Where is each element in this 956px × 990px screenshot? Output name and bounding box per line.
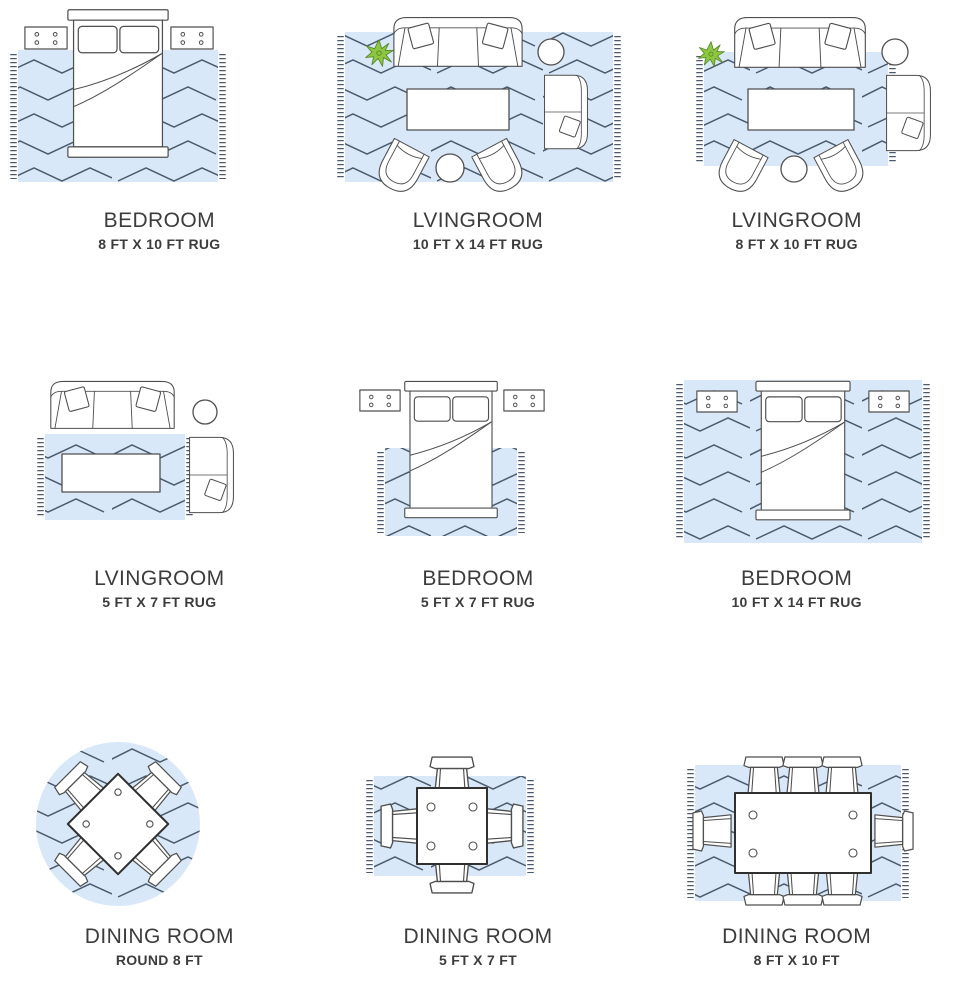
dining-chair bbox=[822, 757, 862, 795]
card-caption bbox=[722, 925, 871, 968]
bed bbox=[405, 382, 498, 518]
nightstand bbox=[697, 391, 737, 412]
nightstand bbox=[25, 27, 67, 49]
room-title: BEDROOM bbox=[422, 567, 534, 591]
dining-round-illustration bbox=[0, 718, 318, 913]
rug-size-label: 8 FT X 10 FT RUG bbox=[98, 236, 221, 253]
room-title: DINING ROOM bbox=[84, 925, 234, 949]
rug-card-bedroom-5x7 bbox=[319, 360, 638, 610]
rug-size-label: 8 FT X 10 FT bbox=[753, 952, 840, 969]
bedroom-10x14-illustration bbox=[638, 360, 956, 555]
livingroom-5x7-illustration bbox=[0, 360, 318, 555]
coffee-table bbox=[748, 89, 854, 130]
card-caption bbox=[413, 209, 543, 252]
room-title: DINING ROOM bbox=[722, 925, 872, 949]
rug-card-dining-5x7 bbox=[319, 718, 638, 968]
side-table bbox=[882, 39, 908, 65]
card-caption bbox=[421, 567, 535, 610]
dining-8x10-illustration bbox=[638, 718, 956, 913]
room-title: DINING ROOM bbox=[403, 925, 553, 949]
rug-size-label: 5 FT X 7 FT RUG bbox=[420, 594, 536, 611]
dining-table bbox=[735, 793, 871, 873]
rug-card-livingroom-5x7 bbox=[0, 360, 319, 610]
coffee-table bbox=[407, 89, 509, 130]
room-title: LVINGROOM bbox=[731, 209, 862, 232]
card-caption bbox=[94, 567, 224, 610]
nightstand bbox=[171, 27, 213, 49]
livingroom-10x14-illustration bbox=[319, 2, 637, 197]
card-caption bbox=[731, 209, 861, 252]
room-title: BEDROOM bbox=[103, 209, 215, 232]
livingroom-8x10-illustration bbox=[638, 2, 956, 197]
dining-chair bbox=[783, 757, 823, 795]
rug-size-label: 10 FT X 14 FT RUG bbox=[412, 236, 544, 253]
dining-table bbox=[417, 788, 487, 864]
rug-card-livingroom-10x14 bbox=[319, 2, 638, 252]
card-caption bbox=[731, 567, 861, 610]
loveseat bbox=[545, 75, 588, 149]
rug-size-label: 10 FT X 14 FT RUG bbox=[731, 594, 862, 611]
room-title: BEDROOM bbox=[740, 567, 853, 591]
pouf bbox=[781, 156, 807, 182]
side-table bbox=[538, 39, 564, 65]
rug-card-bedroom-10x14 bbox=[637, 360, 956, 610]
side-table bbox=[193, 400, 217, 424]
rug-card-dining-8x10 bbox=[637, 718, 956, 968]
room-title: LVINGROOM bbox=[94, 567, 225, 591]
coffee-table bbox=[62, 454, 160, 492]
bedroom-8x10-illustration bbox=[0, 2, 318, 197]
dining-5x7-illustration bbox=[319, 718, 637, 913]
sofa bbox=[394, 18, 522, 67]
bedroom-5x7-illustration bbox=[319, 360, 637, 555]
pouf bbox=[436, 154, 464, 182]
rug-card-dining-round-8 bbox=[0, 718, 319, 968]
sofa bbox=[51, 382, 174, 429]
dining-chair bbox=[744, 757, 784, 795]
dining-chair bbox=[875, 811, 913, 851]
rug-size-label: 5 FT X 7 FT RUG bbox=[102, 594, 217, 611]
rug-size-label: 5 FT X 7 FT bbox=[438, 952, 517, 969]
loveseat bbox=[886, 75, 930, 150]
card-caption bbox=[98, 209, 220, 252]
room-title: LVINGROOM bbox=[412, 209, 544, 232]
rug-card-bedroom-8x10 bbox=[0, 2, 319, 252]
rug-size-label: 8 FT X 10 FT RUG bbox=[735, 236, 858, 253]
rug-card-livingroom-8x10 bbox=[637, 2, 956, 252]
bed bbox=[756, 381, 850, 519]
nightstand bbox=[504, 390, 544, 411]
dining-chair bbox=[693, 811, 731, 851]
sofa bbox=[734, 18, 865, 68]
card-caption bbox=[403, 925, 552, 968]
card-caption bbox=[85, 925, 234, 968]
nightstand bbox=[869, 391, 909, 412]
bed bbox=[68, 10, 168, 157]
nightstand bbox=[360, 390, 400, 411]
loveseat bbox=[190, 438, 234, 513]
rug-size-label: ROUND 8 FT bbox=[115, 952, 203, 969]
